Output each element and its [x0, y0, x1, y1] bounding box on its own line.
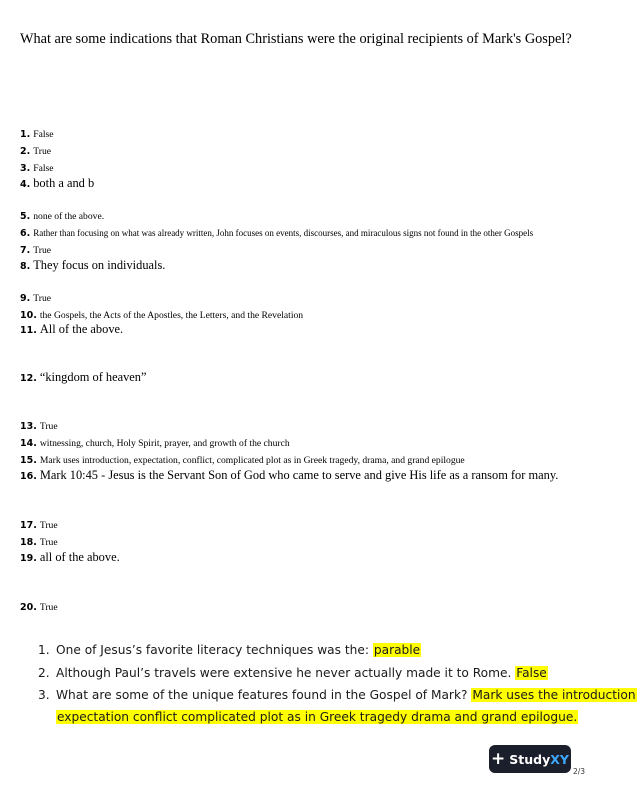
answer-item [20, 224, 533, 240]
answer-number: 10. [20, 310, 37, 321]
answer-text: Rather than focusing on what was already written, John focuses on events, discourses, and miraculous signs not found in the other Gospels [33, 228, 534, 238]
answer-item [20, 257, 165, 273]
answer-item [20, 125, 54, 141]
answer-item [20, 159, 54, 175]
answer-number: 20. [20, 602, 37, 613]
list-question: What are some of the unique features found in the Gospel of Mark? [56, 688, 472, 702]
answer-item [20, 451, 465, 467]
answer-text: All of the above. [39, 322, 124, 336]
list-item-continuation [56, 710, 578, 725]
answer-number: 5. [20, 211, 31, 222]
answer-number: 1. [20, 129, 31, 140]
answer-number: 8. [20, 261, 31, 272]
answer-number: 17. [20, 520, 37, 531]
answer-number: 11. [20, 325, 37, 336]
answer-item [20, 434, 290, 450]
answer-item [20, 289, 51, 305]
answer-number: 13. [20, 421, 37, 432]
answer-text: all of the above. [39, 550, 120, 564]
answer-number: 2. [20, 146, 31, 157]
answer-item [20, 241, 51, 257]
answer-item [20, 175, 94, 191]
answer-number: 9. [20, 293, 31, 304]
answer-number: 7. [20, 245, 31, 256]
page-number: 2/3 [573, 767, 586, 776]
answer-text: False [33, 129, 54, 140]
answer-item [20, 306, 303, 322]
answer-item [20, 533, 58, 549]
highlighted-answer: expectation conflict complicated plot as in Greek tragedy drama and grand epilogue. [57, 710, 578, 724]
list-question: Although Paul’s travels were extensive he never actually made it to Rome. [56, 666, 516, 680]
answer-item [20, 142, 51, 158]
answer-text: the Gospels, the Acts of the Apostles, the Letters, and the Revelation [39, 310, 304, 321]
highlighted-answer: False [516, 666, 547, 680]
list-number: 2. [38, 666, 50, 680]
brand-name [509, 752, 569, 767]
answer-item [20, 369, 147, 385]
answer-item [20, 207, 104, 223]
answer-item [20, 549, 120, 565]
answer-number: 3. [20, 163, 31, 174]
brand-main: Study [509, 751, 551, 767]
answer-text: “kingdom of heaven” [39, 370, 147, 384]
list-item [38, 688, 637, 703]
answer-item [20, 321, 123, 337]
answer-number: 14. [20, 438, 37, 449]
answer-text: True [39, 602, 58, 613]
answer-text: True [39, 520, 58, 531]
answer-text: none of the above. [33, 211, 105, 222]
list-item [38, 643, 421, 658]
answer-text: Mark uses introduction, expectation, conflict, complicated plot as in Greek tragedy, drama, and grand epilogue [39, 455, 465, 466]
answer-number: 4. [20, 179, 31, 190]
answer-text: Mark 10:45 - Jesus is the Servant Son of God who came to serve and give His life as a ransom for many. [39, 468, 559, 482]
answer-text: True [39, 537, 58, 548]
list-item [38, 666, 548, 681]
answer-number: 12. [20, 373, 37, 384]
list-question: One of Jesus’s favorite literacy techniques was the: [56, 643, 373, 657]
answer-item [20, 467, 558, 483]
answer-text: both a and b [33, 176, 95, 190]
plus-icon: + [491, 748, 506, 769]
answer-item [20, 598, 58, 614]
highlighted-answer: parable [373, 643, 421, 657]
answer-item [20, 417, 58, 433]
answer-number: 16. [20, 471, 37, 482]
answer-number: 18. [20, 537, 37, 548]
brand-accent: XY [550, 751, 569, 767]
question-heading: What are some indications that Roman Christians were the original recipients of Mark's Gospel? [20, 31, 572, 47]
answer-text: True [33, 146, 52, 157]
list-number: 1. [38, 643, 50, 657]
answer-text: witnessing, church, Holy Spirit, prayer, and growth of the church [39, 438, 290, 449]
answer-text: True [33, 293, 52, 304]
answer-text: False [33, 163, 54, 174]
answer-text: True [39, 421, 58, 432]
answer-text: They focus on individuals. [33, 258, 166, 272]
answer-item [20, 516, 58, 532]
answer-number: 15. [20, 455, 37, 466]
highlighted-answer: Mark uses the introduction [472, 688, 636, 702]
answer-number: 19. [20, 553, 37, 564]
studyxy-logo [489, 745, 571, 773]
list-number: 3. [38, 688, 50, 702]
answer-text: True [33, 245, 52, 256]
answer-number: 6. [20, 228, 31, 239]
